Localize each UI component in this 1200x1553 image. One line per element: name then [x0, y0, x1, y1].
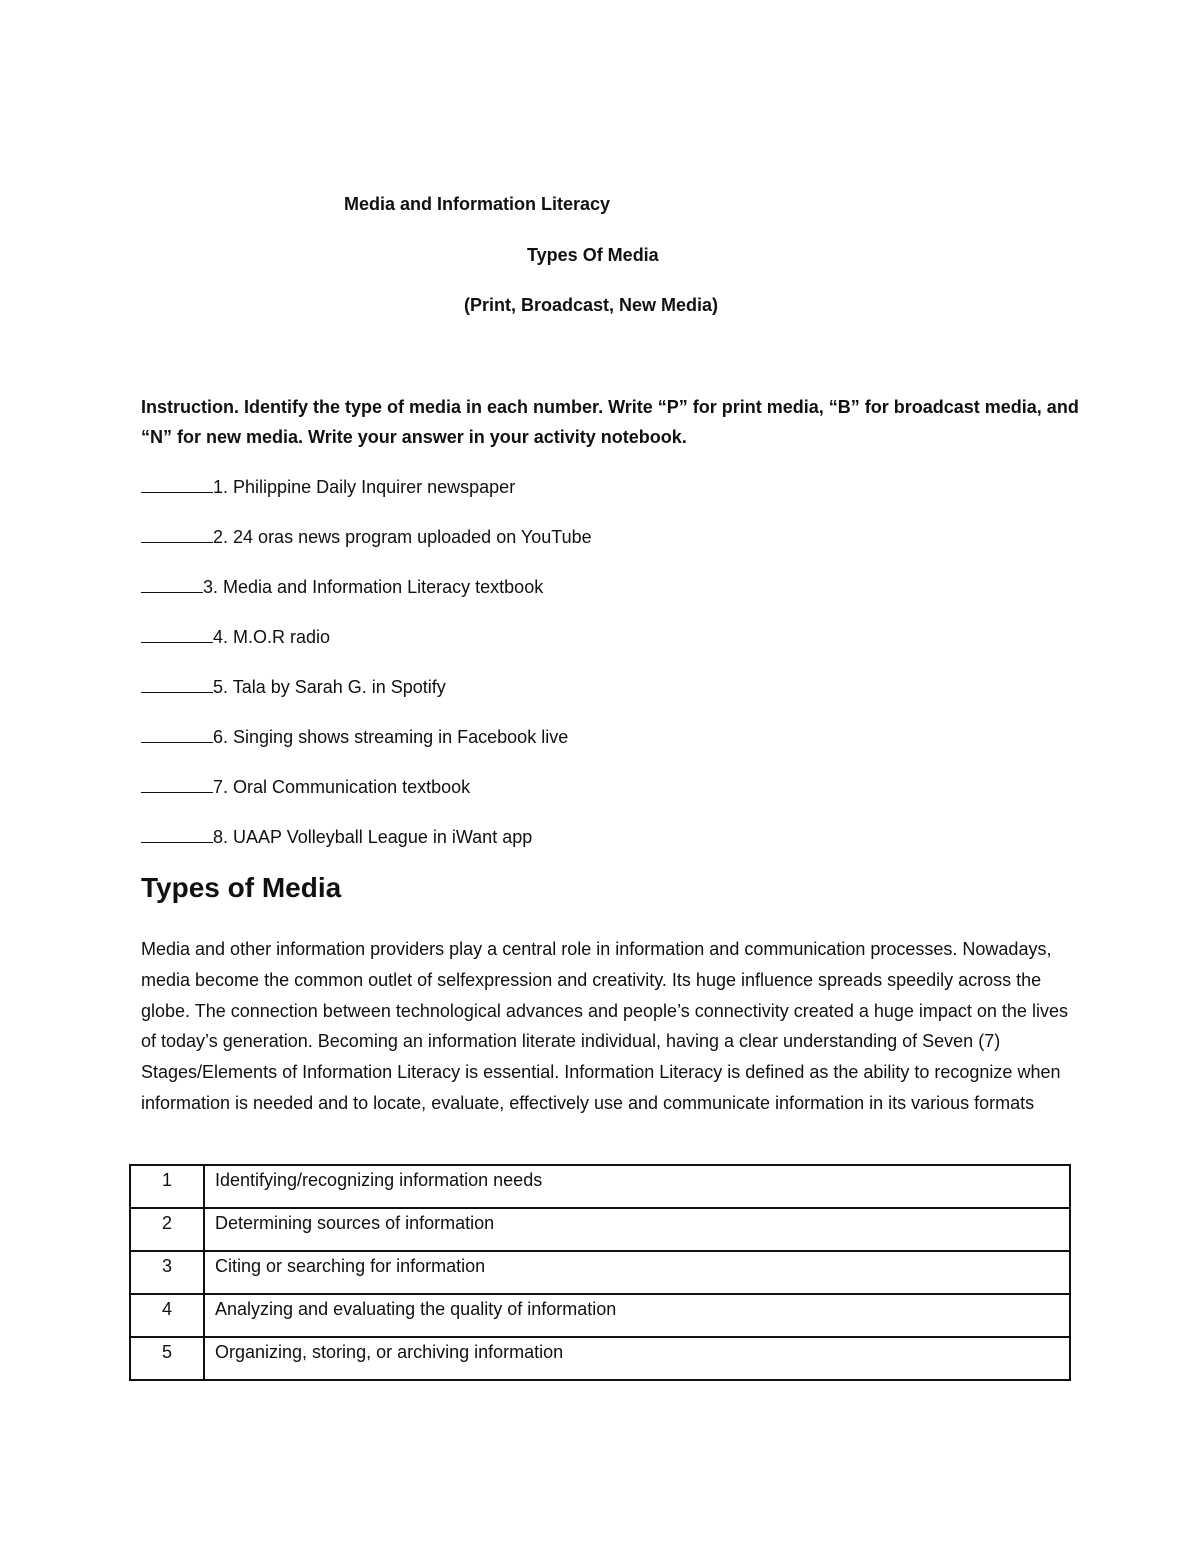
- item-text: Tala by Sarah G. in Spotify: [232, 677, 446, 697]
- list-item: [141, 524, 592, 548]
- item-number: 4.: [213, 627, 229, 647]
- topic-title: Types Of Media: [527, 245, 659, 265]
- list-item: [141, 824, 532, 848]
- instruction-text: Instruction. Identify the type of media in each number. Write “P” for print media, “B” for broadcast media, and “N” for new media. Write your answer in your activity notebook.: [141, 397, 1079, 447]
- item-text: Media and Information Literacy textbook: [223, 577, 544, 597]
- table-row: [130, 1294, 1070, 1337]
- stage-text: Organizing, storing, or archiving information: [204, 1337, 1070, 1380]
- item-text: M.O.R radio: [233, 627, 331, 647]
- course-title: Media and Information Literacy: [344, 194, 611, 214]
- list-item: [141, 624, 330, 648]
- item-number: 6.: [213, 727, 229, 747]
- answer-blank: [141, 524, 213, 543]
- table-row: [130, 1165, 1070, 1208]
- item-text: Oral Communication textbook: [233, 777, 471, 797]
- answer-blank: [141, 624, 213, 643]
- item-number: 2.: [213, 527, 229, 547]
- list-item: [141, 724, 568, 748]
- item-text: Singing shows streaming in Facebook live: [233, 727, 569, 747]
- stage-text: Analyzing and evaluating the quality of information: [204, 1294, 1070, 1337]
- table-row: [130, 1337, 1070, 1380]
- stage-text: Determining sources of information: [204, 1208, 1070, 1251]
- stage-number: 4: [130, 1294, 204, 1337]
- topic-subtitle: (Print, Broadcast, New Media): [464, 295, 719, 315]
- item-number: 5.: [213, 677, 229, 697]
- answer-blank: [141, 824, 213, 843]
- answer-blank: [141, 774, 213, 793]
- answer-blank: [141, 724, 213, 743]
- section-heading: Types of Media: [141, 872, 342, 903]
- list-item: [141, 674, 446, 698]
- stage-number: 1: [130, 1165, 204, 1208]
- table-row: [130, 1208, 1070, 1251]
- stage-number: 3: [130, 1251, 204, 1294]
- list-item: [141, 774, 470, 798]
- section-paragraph: Media and other information providers play a central role in information and communication processes. Nowadays, media become the common outlet of selfexpression and creativity. Its huge influence spreads speedily across the globe. The connection between technological advances and people’s connectivity created a huge impact on the lives of today’s generation. Becoming an information literate individual, having a clear understanding of Seven (7) Stages/Elements of Information Literacy is essential. Information Literacy is defined as the ability to recognize when information is needed and to locate, evaluate, effectively use and communicate information in its various formats: [141, 939, 1068, 1113]
- list-item: [141, 474, 515, 498]
- stages-table: [129, 1164, 1071, 1381]
- item-text: Philippine Daily Inquirer newspaper: [233, 477, 516, 497]
- item-number: 7.: [213, 777, 229, 797]
- stage-text: Citing or searching for information: [204, 1251, 1070, 1294]
- list-item: [141, 574, 543, 598]
- answer-blank: [141, 474, 213, 493]
- stage-number: 5: [130, 1337, 204, 1380]
- item-number: 1.: [213, 477, 229, 497]
- table-row: [130, 1251, 1070, 1294]
- stage-number: 2: [130, 1208, 204, 1251]
- answer-blank: [141, 674, 213, 693]
- item-number: 8.: [213, 827, 229, 847]
- answer-blank: [141, 574, 203, 593]
- item-number: 3.: [203, 577, 219, 597]
- item-text: 24 oras news program uploaded on YouTube: [233, 527, 592, 547]
- stage-text: Identifying/recognizing information needs: [204, 1165, 1070, 1208]
- item-text: UAAP Volleyball League in iWant app: [233, 827, 533, 847]
